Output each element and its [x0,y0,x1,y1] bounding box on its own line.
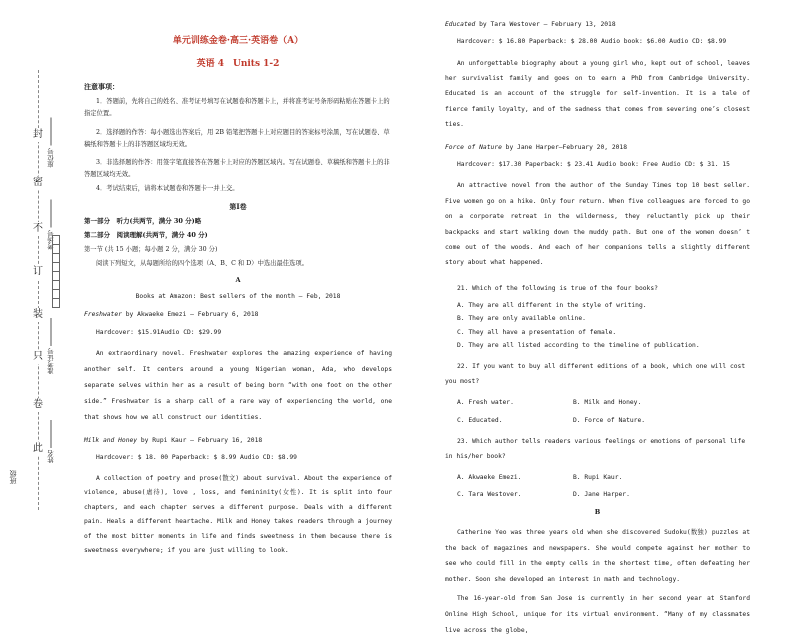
book-price: Hardcover: $17.30 Paperback: $ 23.41 Audio book: Free Audio CD: $ 31. 15 [457,161,730,168]
answer-option: C. Educated. [457,416,503,424]
exam-subtitle: 英语 4 Units 1-2 [196,59,280,69]
right-column [445,22,750,639]
admission-number-field [48,318,55,374]
question-stem: 22. If you want to buy all different editions of a book, which one will cost you most? [445,363,746,386]
book-author: by Rupi Kaur — February 16, 2018 [137,437,263,445]
note-item: 1．答题前，先将自己的姓名、准考证号填写在试题卷和答题卡上，并将准考证号条形码粘贴在答题卡上的指定位置。 [84,98,390,118]
seal-char: 装 [33,309,43,320]
part-heading: 第一部分 听力(共两节，满分 30 分)略 [84,216,202,225]
option-row [445,418,750,424]
name-label: 姓名 [47,450,55,463]
part-heading: 第二部分 阅读理解(共两节，满分 40 分) [84,231,208,240]
book-heading [445,22,750,28]
seal-char: 只 [33,351,43,362]
seal-char: 封 [33,129,43,140]
book-heading [84,438,392,444]
note-item: 3．非选择题的作答：用签字笔直接答在答题卡上对应的答题区域内。写在试题卷、草稿纸和答题卡上的非答题区域均无效。 [84,159,390,179]
answer-option: C. They all have a presentation of female. [457,328,617,336]
book-name: Freshwater [84,311,122,319]
seal-char: 订 [33,266,43,277]
answer-option: B. Rupi Kaur. [573,474,623,482]
left-column [84,22,392,559]
passage-letter: A [235,276,241,285]
admission-number-label: 准考证号 [47,348,55,374]
book-name: Milk and Honey [84,437,138,445]
book-price: Hardcover: $15.91Audio CD: $29.99 [96,328,222,336]
class-label: 班级 [9,470,17,484]
book-description: An attractive novel from the author of the Sunday Times top 10 best seller. Five women go on a hike. Only four return. When five colleagues are forced to go on a corporate retreat in the wilderness, they reluctantly pick up their backpacks and start walking down the muddy path. But one of the women doesn’ t come out of the woods. And each of her companions tells a slightly different story about what happened. [445,182,750,267]
name-field [48,420,55,463]
exam-room-label: 考场号 [47,230,55,250]
notes-heading: 注意事项： [84,82,119,91]
answer-option: A. They are all different in the style of writing. [457,301,647,309]
seal-char: 不 [33,223,43,234]
section-heading: 第一节 (共 15 小题；每小题 2 分，满分 30 分) [84,245,218,253]
book-name: Force of Nature [445,143,502,151]
option-row [445,475,750,481]
question-stem: 21. Which of the following is true of the four books? [457,284,658,292]
passage-title: Books at Amazon: Best sellers of the month — Feb, 2018 [135,292,341,300]
binding-margin [0,0,62,562]
book-description: An extraordinary novel. Freshwater explores the amazing experience of having another self. It centers around a young Nigerian woman, Ada, who develops separate selves within her as a result of being born “with one foot on the other side.” Freshwater is a sharp call of a rare way of experiencing the world, one that shows how we all construct our identities. [84,349,392,422]
book-author: by Akwaeke Emezi — February 6, 2018 [121,311,259,319]
answer-option: B. Milk and Honey. [573,399,642,407]
book-author: by Tara Westover — February 13, 2018 [475,21,616,28]
option-row [445,492,750,498]
passage-paragraph: The 16-year-old from San Jose is currently in her second year at Stanford Online High School, unique for its virtual environment. “Many of my classmates live across the globe, [445,594,750,635]
answer-option: D. They are all listed according to the timeline of publication. [457,341,700,349]
note-item: 4．考试结束后，请将本试题卷和答题卡一并上交。 [96,184,239,192]
book-description: An unforgettable biography about a young girl who, kept out of school, leaves her survivalist family and goes on to earn a PhD from Cambridge University. Educated is an account of the struggle for self-invention. It is a tale of fierce family loyalty, and of the sadness that comes from severing one’s closest ties. [445,59,750,129]
seal-char: 密 [33,177,43,188]
answer-option: A. Fresh water. [457,399,514,407]
book-price: Hardcover: $ 18. 00 Paperback: $ 8.99 Audio CD: $8.99 [96,454,297,462]
book-heading [445,145,750,151]
seal-char: 卷 [33,399,43,410]
seat-number-label: 座位号 [47,148,55,168]
passage-letter: B [594,507,601,516]
instruction: 阅读下列短文，从每题所给的四个选项（A、B、C 和 D）中选出最佳选项。 [96,260,308,268]
exam-title: 单元训练金卷·高三·英语卷（A） [172,36,304,46]
question-stem: 23. Which author tells readers various feelings or emotions of personal life in his/her book? [445,437,746,461]
book-price: Hardcover: $ 16.80 Paperback: $ 28.00 Audio book: $6.00 Audio CD: $8.99 [457,38,727,46]
answer-option: C. Tara Westover. [457,491,522,499]
answer-option: A. Akwaeke Emezi. [457,474,522,482]
book-description: A collection of poetry and prose(散文) about survival. About the experience of violence, abuse(虐待), love , loss, and femininity(女性). It is split into four chapters, and each chapter serves a different purpose. Deals with a different pain. Heals a different heartache. Milk and Honey takes readers through a journey of the most bitter moments in life and finds sweetness in them because there is sweetness everywhere; if you are just willing to look. [84,474,392,555]
answer-option: B. They are only available online. [457,315,586,323]
answer-option: D. Jane Harper. [573,491,630,499]
answer-option: D. Force of Nature. [573,416,646,424]
book-heading [84,312,392,318]
id-grid [52,235,60,308]
passage-paragraph: Catherine Yeo was three years old when she discovered Sudoku(数独) puzzles at the back of magazines and newspapers. She would compete against her mother to see who could fill in the empty cells in the shortest time, often defeating her mother. Soon she developed an interest in math and technology. [445,529,750,583]
seal-char: 此 [33,443,43,454]
volume-heading: 第Ⅰ卷 [229,201,247,211]
option-row [445,400,750,406]
book-name: Educated [445,21,476,28]
note-item: 2．选择题的作答：每小题选出答案后，用 2B 铅笔把答题卡上对应题目的答案标号涂黑，写在试题卷、草稿纸和答题卡上的非答题区域均无效。 [84,128,390,148]
seat-number-field [48,118,55,168]
book-author: by Jane Harper—February 20, 2018 [501,143,627,151]
